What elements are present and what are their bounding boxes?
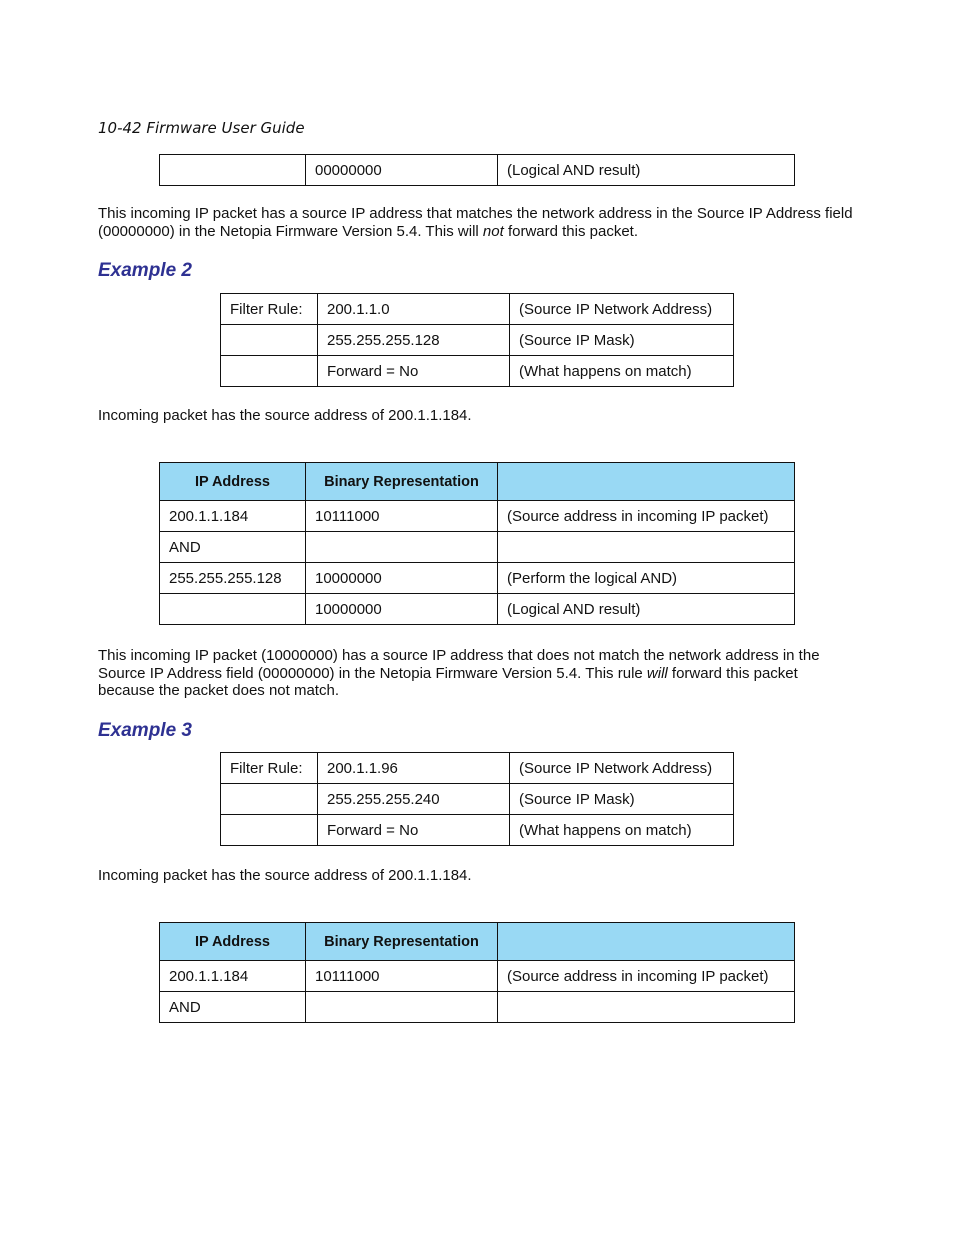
table-cell: (Source IP Mask) (510, 325, 734, 356)
table-cell: (What happens on match) (510, 815, 734, 846)
table-cell: (Logical AND result) (498, 594, 795, 625)
paragraph-no-match-result: This incoming IP packet (10000000) has a source IP address that does not match the network address in the Source IP Address field (00000000) in the Netopia Firmware Version 5.4. This rule will forward this packet because the packet does not match. (98, 647, 820, 699)
table-cell: 200.1.1.96 (318, 753, 510, 784)
table-cell: Filter Rule: (221, 753, 318, 784)
column-header: IP Address (160, 463, 306, 501)
table-header-row (160, 463, 795, 501)
table-row (160, 563, 795, 594)
table-row (221, 753, 734, 784)
example-3-heading: Example 3 (98, 720, 192, 741)
table-cell: 200.1.1.0 (318, 294, 510, 325)
incoming-packet-text: Incoming packet has the source address of 200.1.1.184. (98, 407, 472, 424)
table-cell: (Source IP Network Address) (510, 294, 734, 325)
table-cell (498, 992, 795, 1023)
table-row (160, 532, 795, 563)
example-3-binary-table (159, 922, 795, 1023)
table-cell: (Source address in incoming IP packet) (498, 501, 795, 532)
example-3-filter-rule-table (220, 752, 734, 846)
table-cell: (Source address in incoming IP packet) (498, 961, 795, 992)
table-cell: 200.1.1.184 (160, 501, 306, 532)
table-cell (221, 815, 318, 846)
table-row (160, 594, 795, 625)
table-cell (306, 992, 498, 1023)
table-cell (160, 594, 306, 625)
table-cell: 255.255.255.128 (318, 325, 510, 356)
table-cell (498, 532, 795, 563)
column-header: IP Address (160, 923, 306, 961)
column-header: Binary Representation (306, 463, 498, 501)
table-cell: Filter Rule: (221, 294, 318, 325)
table-cell: Forward = No (318, 356, 510, 387)
table-cell (221, 784, 318, 815)
incoming-packet-text: Incoming packet has the source address of 200.1.1.184. (98, 867, 472, 884)
table-cell: (Source IP Mask) (510, 784, 734, 815)
table-cell (221, 325, 318, 356)
table-cell (160, 155, 306, 186)
table-cell: 10000000 (306, 594, 498, 625)
table-cell: 255.255.255.128 (160, 563, 306, 594)
table-cell: (Perform the logical AND) (498, 563, 795, 594)
table-cell: 10111000 (306, 501, 498, 532)
table-cell: (Source IP Network Address) (510, 753, 734, 784)
table-cell: 200.1.1.184 (160, 961, 306, 992)
column-header: Binary Representation (306, 923, 498, 961)
table-cell (306, 532, 498, 563)
table-row (160, 992, 795, 1023)
table-row (221, 356, 734, 387)
table-cell: 10111000 (306, 961, 498, 992)
table-cell (221, 356, 318, 387)
example-2-binary-table (159, 462, 795, 625)
table-cell: (What happens on match) (510, 356, 734, 387)
table-row (221, 815, 734, 846)
table-header-row (160, 923, 795, 961)
example-2-filter-rule-table (220, 293, 734, 387)
table-cell: 00000000 (306, 155, 498, 186)
table-row (160, 155, 795, 186)
table-cell: Forward = No (318, 815, 510, 846)
paragraph-match-result: This incoming IP packet has a source IP address that matches the network address in the Source IP Address field (00000000) in the Netopia Firmware Version 5.4. This will not forward this packet. (98, 205, 853, 240)
table-cell: (Logical AND result) (498, 155, 795, 186)
table-row (160, 501, 795, 532)
table-row (221, 294, 734, 325)
page-header: 10-42 Firmware User Guide (98, 119, 305, 137)
example-2-heading: Example 2 (98, 260, 192, 281)
column-header (498, 923, 795, 961)
table-row (160, 961, 795, 992)
table-row (221, 784, 734, 815)
table-row (221, 325, 734, 356)
column-header (498, 463, 795, 501)
table-cell: AND (160, 532, 306, 563)
table-cell: 255.255.255.240 (318, 784, 510, 815)
table-cell: AND (160, 992, 306, 1023)
and-result-table (159, 154, 795, 186)
table-cell: 10000000 (306, 563, 498, 594)
